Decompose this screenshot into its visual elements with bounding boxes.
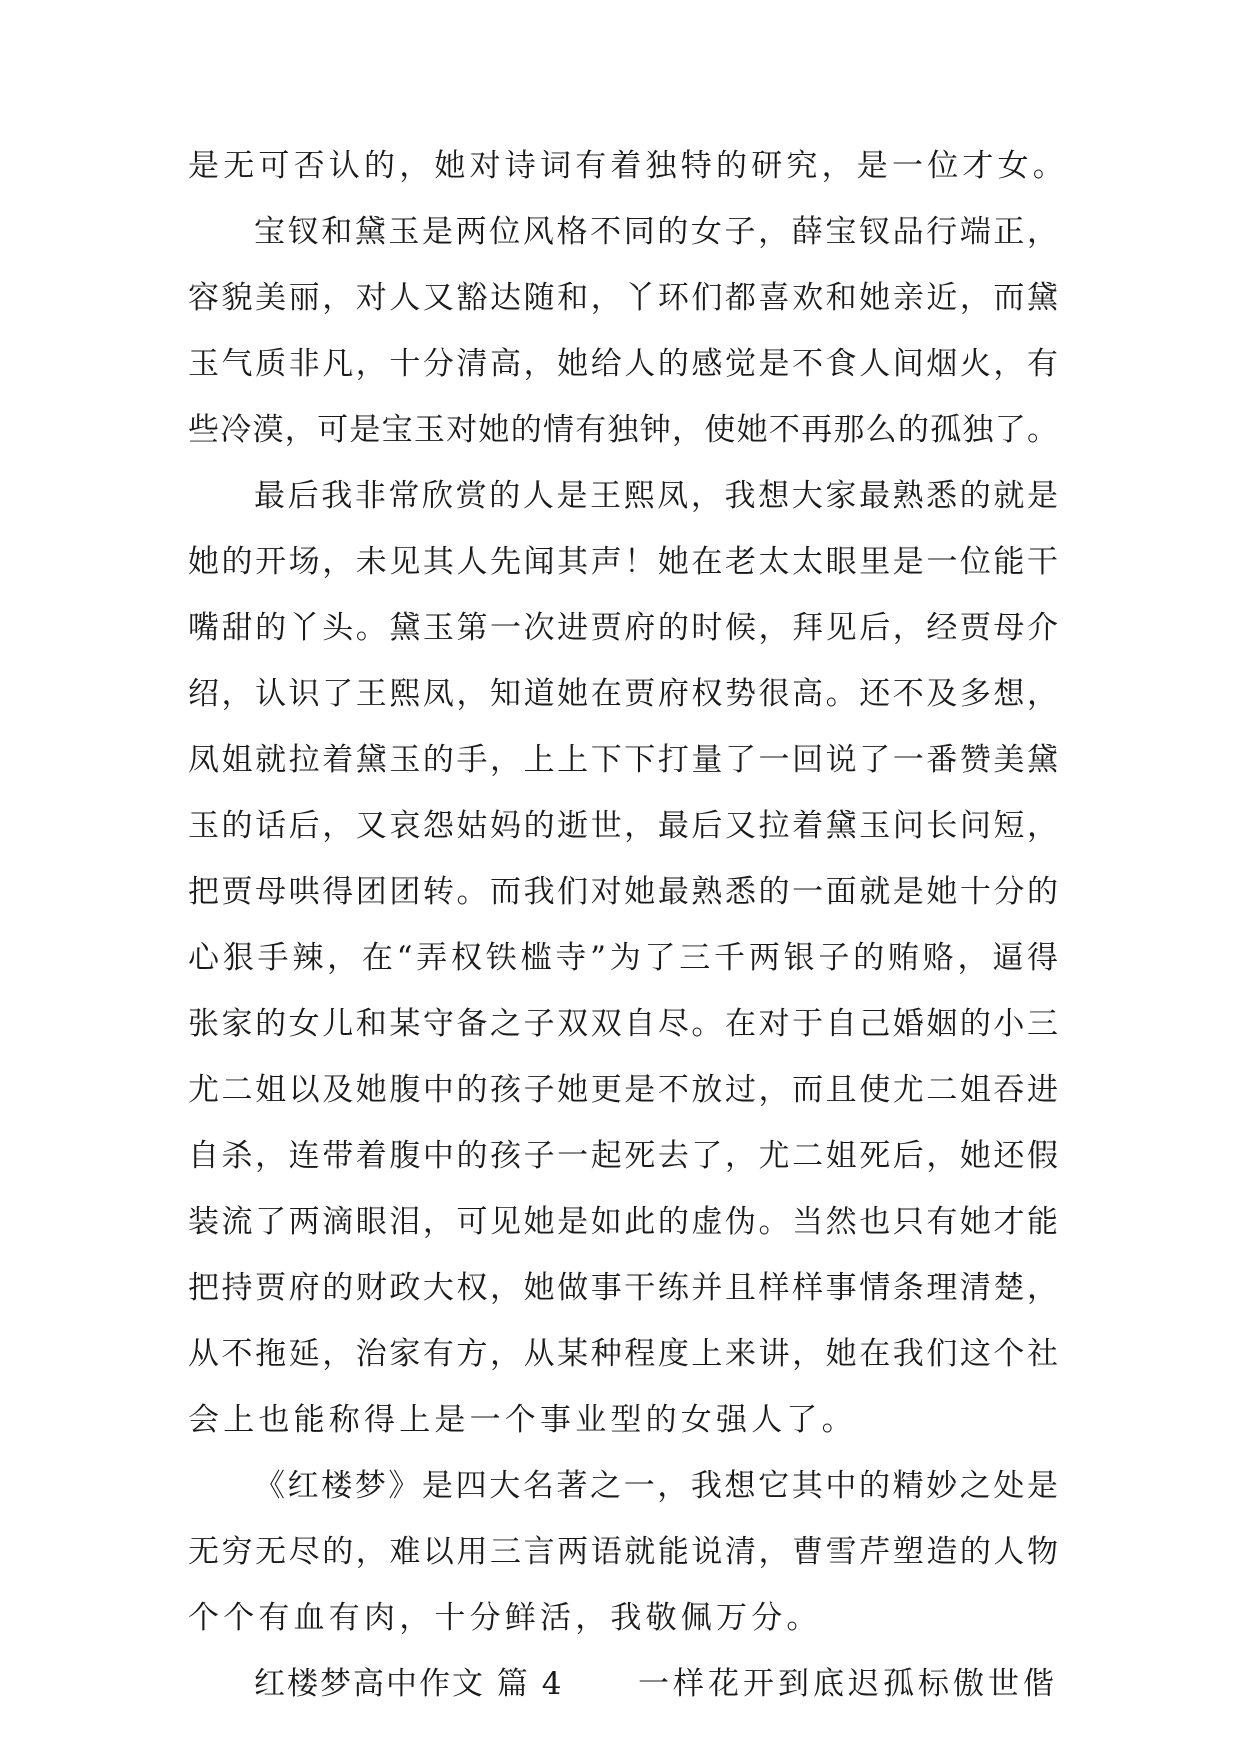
paragraph-line: 会上也能称得上是一个事业型的女强人了。 xyxy=(188,1402,857,1438)
paragraph-line: 自杀，连带着腹中的孩子一起死去了，尤二姐死后，她还假 xyxy=(188,1138,1058,1174)
paragraph-line: 把持贾府的财政大权，她做事干练并且样样事情条理清楚， xyxy=(188,1270,1058,1306)
paragraph-line: 个个有血有肉，十分鲜活，我敬佩万分。 xyxy=(188,1600,822,1636)
paragraph-line: 无穷无尽的，难以用三言两语就能说清，曹雪芹塑造的人物 xyxy=(188,1534,1058,1570)
paragraph-line: 嘴甜的丫头。黛玉第一次进贾府的时候，拜见后，经贾母介 xyxy=(188,610,1058,646)
paragraph-line: 把贾母哄得团团转。而我们对她最熟悉的一面就是她十分的 xyxy=(188,874,1058,910)
section-first-line: 一样花开到底迟孤标傲世偕 xyxy=(638,1666,1058,1702)
paragraph-line: 是无可否认的，她对诗词有着独特的研究，是一位才女。 xyxy=(188,148,1068,184)
paragraph-line: 玉气质非凡，十分清高，她给人的感觉是不食人间烟火，有 xyxy=(188,346,1058,382)
paragraph-line: 容貌美丽，对人又豁达随和，丫环们都喜欢和她亲近，而黛 xyxy=(188,280,1058,316)
paragraph-line: 尤二姐以及她腹中的孩子她更是不放过，而且使尤二姐吞进 xyxy=(188,1072,1058,1108)
section-title: 红楼梦高中作文 篇 4 xyxy=(254,1666,564,1702)
paragraph-line: 最后我非常欣赏的人是王熙凤，我想大家最熟悉的就是 xyxy=(254,478,1058,514)
paragraph-line: 玉的话后，又哀怨姑妈的逝世，最后又拉着黛玉问长问短， xyxy=(188,808,1058,844)
paragraph-line: 装流了两滴眼泪，可见她是如此的虚伪。当然也只有她才能 xyxy=(188,1204,1058,1240)
paragraph-line: 些冷漠，可是宝玉对她的情有独钟，使她不再那么的孤独了。 xyxy=(188,412,1058,448)
paragraph-line: 张家的女儿和某守备之子双双自尽。在对于自己婚姻的小三 xyxy=(188,1006,1058,1042)
paragraph-line: 凤姐就拉着黛玉的手，上上下下打量了一回说了一番赞美黛 xyxy=(188,742,1058,778)
paragraph-line: 从不拖延，治家有方，从某种程度上来讲，她在我们这个社 xyxy=(188,1336,1058,1372)
paragraph-line: 宝钗和黛玉是两位风格不同的女子，薛宝钗品行端正， xyxy=(254,214,1058,250)
paragraph-line: 心狠手辣，在“弄权铁槛寺”为了三千两银子的贿赂，逼得 xyxy=(188,940,1058,976)
section-heading xyxy=(254,1651,1058,1717)
paragraph-line: 她的开场，未见其人先闻其声！她在老太太眼里是一位能干 xyxy=(188,544,1058,580)
paragraph-line: 绍，认识了王熙凤，知道她在贾府权势很高。还不及多想， xyxy=(188,676,1058,712)
paragraph-line: 《红楼梦》是四大名著之一，我想它其中的精妙之处是 xyxy=(254,1468,1058,1504)
